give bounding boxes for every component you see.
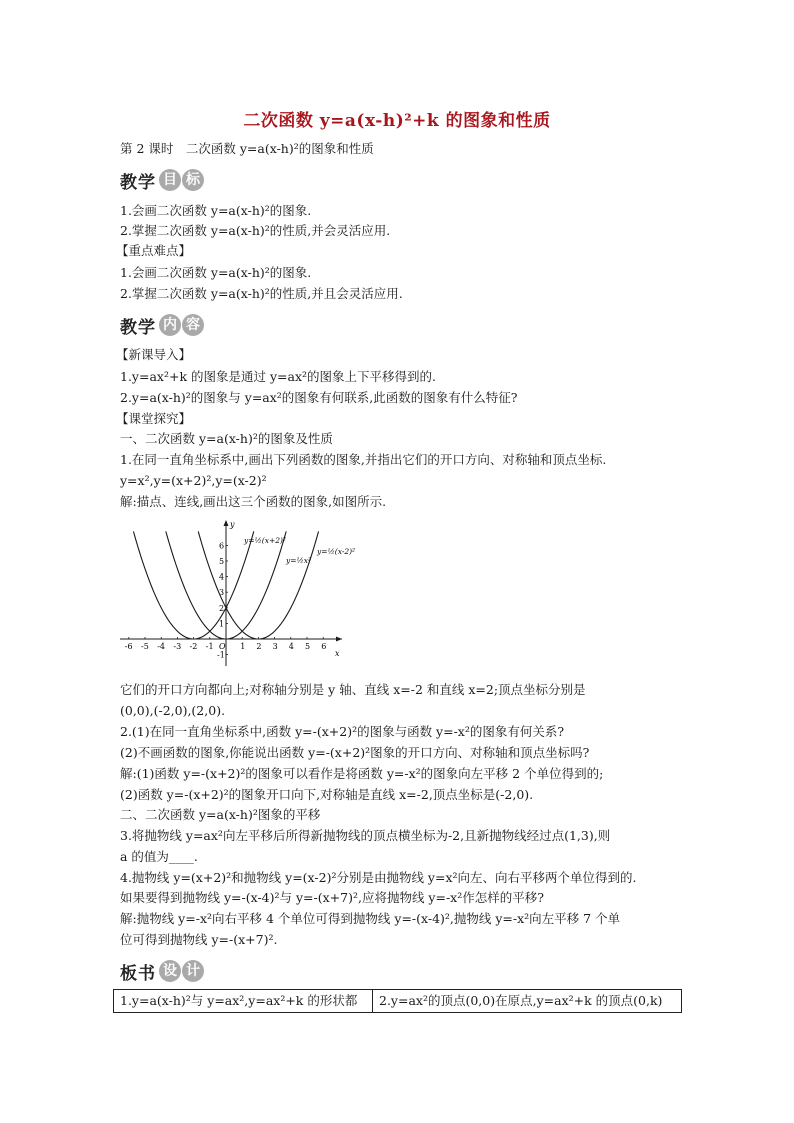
section-goal-heading xyxy=(120,166,204,194)
question-4-line-1: 4.抛物线 y=(x+2)²和抛物线 y=(x-2)²分别是由抛物线 y=x²向左、向右平移两个单位得到的. xyxy=(120,870,637,885)
section-board-circle-1: 设 xyxy=(159,960,181,982)
lesson-subtitle: 第 2 课时 二次函数 y=a(x-h)²的图象和性质 xyxy=(120,141,374,156)
question-1-solution: 解:描点、连线,画出这三个函数的图象,如图所示. xyxy=(120,494,387,509)
x-tick-label: 4 xyxy=(288,642,294,651)
x-tick-label: -3 xyxy=(173,642,182,651)
explore-heading: 【课堂探究】 xyxy=(116,411,192,426)
answer-1-line-1: 它们的开口方向都向上;对称轴分别是 y 轴、直线 x=-2 和直线 x=2;顶点坐标分别是 xyxy=(120,682,586,697)
question-2-part-1: 2.(1)在同一直角坐标系中,函数 y=-(x+2)²的图象与函数 y=-x²的图象有何关系? xyxy=(120,724,565,739)
board-cell-1: 1.y=a(x-h)²与 y=ax²,y=ax²+k 的形状都 xyxy=(114,990,373,1012)
section-board-plain: 板书 xyxy=(120,963,156,984)
x-tick-label: -5 xyxy=(141,642,149,651)
origin-label: O xyxy=(219,642,226,651)
question-2-solution-1: 解:(1)函数 y=-(x+2)²的图象可以看作是将函数 y=-x²的图象向左平移 2 个单位得到的; xyxy=(120,766,604,781)
y-tick-label: 6 xyxy=(219,541,225,551)
curve-label-mid: y=½x² xyxy=(286,556,312,565)
section-content-heading xyxy=(120,311,204,339)
question-3-line-1: 3.将抛物线 y=ax²向左平移后所得新抛物线的顶点横坐标为-2,且新抛物线经过点(1,3),则 xyxy=(120,828,611,843)
question-1: 1.在同一直角坐标系中,画出下列函数的图象,并指出它们的开口方向、对称轴和顶点坐标. xyxy=(120,452,607,467)
part1-heading: 一、二次函数 y=a(x-h)²的图象及性质 xyxy=(120,431,333,446)
x-axis-arrow xyxy=(336,637,342,642)
y-tick-label: -1 xyxy=(217,650,225,660)
question-4-solution-1: 解:抛物线 y=-x²向右平移 4 个单位可得到抛物线 y=-(x-4)²,抛物线 y=-x²向左平移 7 个单 xyxy=(120,911,621,926)
y-tick-label: 3 xyxy=(219,588,225,598)
x-axis-label: x xyxy=(335,649,340,658)
x-tick-label: -6 xyxy=(124,642,133,651)
goal-item-1: 1.会画二次函数 y=a(x-h)²的图象. xyxy=(120,203,312,218)
section-goal-plain: 教学 xyxy=(120,172,156,193)
section-goal-circle-1: 目 xyxy=(159,169,181,191)
section-content-plain: 教学 xyxy=(120,317,156,338)
intro-item-1: 1.y=ax²+k 的图象是通过 y=ax²的图象上下平移得到的. xyxy=(120,369,436,384)
key-points-heading: 【重点难点】 xyxy=(116,243,192,258)
part2-heading: 二、二次函数 y=a(x-h)²图象的平移 xyxy=(120,807,321,822)
goal-item-2: 2.掌握二次函数 y=a(x-h)²的性质,并会灵活应用. xyxy=(120,223,391,238)
page-title: 二次函数 y=a(x-h)²+k 的图象和性质 xyxy=(243,111,551,131)
board-design-table xyxy=(113,989,682,1013)
intro-heading: 【新课导入】 xyxy=(116,347,192,362)
parabola-graph xyxy=(116,516,356,668)
x-tick-label: -4 xyxy=(157,642,165,651)
curve-label-right: y=½(x-2)² xyxy=(317,547,356,556)
x-tick-label: 3 xyxy=(272,642,278,651)
question-2-part-2: (2)不画函数的图象,你能说出函数 y=-(x+2)²图象的开口方向、对称轴和顶点坐标吗? xyxy=(120,745,590,760)
x-tick-label: 6 xyxy=(321,642,327,651)
curve-label-left: y=½(x+2)² xyxy=(244,536,286,545)
x-tick-label: -1 xyxy=(205,642,214,651)
y-axis-label: y xyxy=(230,520,235,529)
question-2-solution-2: (2)函数 y=-(x+2)²的图象开口向下,对称轴是直线 x=-2,顶点坐标是(-2,0). xyxy=(120,787,534,802)
answer-1-line-2: (0,0),(-2,0),(2,0). xyxy=(120,703,226,718)
section-content-circle-2: 容 xyxy=(182,314,204,336)
y-axis-arrow xyxy=(224,520,229,526)
section-goal-circle-2: 标 xyxy=(182,169,204,191)
y-tick-label: 5 xyxy=(219,557,225,566)
section-board-heading xyxy=(120,957,204,985)
key-point-1: 1.会画二次函数 y=a(x-h)²的图象. xyxy=(120,265,312,280)
board-cell-2: 2.y=ax²的顶点(0,0)在原点,y=ax²+k 的顶点(0,k) xyxy=(379,993,663,1008)
section-board-circle-2: 计 xyxy=(182,960,204,982)
x-tick-label: -2 xyxy=(189,642,198,651)
question-3-line-2: a 的值为____. xyxy=(120,849,198,864)
x-tick-label: 5 xyxy=(305,642,311,651)
section-content-circle-1: 内 xyxy=(159,314,181,336)
question-4-line-2: 如果要得到抛物线 y=-(x-4)²与 y=-(x+7)²,应将抛物线 y=-x²作怎样的平移? xyxy=(120,890,544,905)
intro-item-2: 2.y=a(x-h)²的图象与 y=ax²的图象有何联系,此函数的图象有什么特征? xyxy=(120,390,518,405)
x-tick-label: 1 xyxy=(240,642,246,651)
y-tick-label: 4 xyxy=(219,572,225,582)
y-tick-label: 1 xyxy=(219,619,225,629)
question-1-functions: y=x²,y=(x+2)²,y=(x-2)² xyxy=(120,473,267,488)
question-4-solution-2: 位可得到抛物线 y=-(x+7)². xyxy=(120,932,278,947)
key-point-2: 2.掌握二次函数 y=a(x-h)²的性质,并且会灵活应用. xyxy=(120,286,403,301)
x-tick-label: 2 xyxy=(256,642,262,651)
y-tick-label: 2 xyxy=(219,603,225,613)
